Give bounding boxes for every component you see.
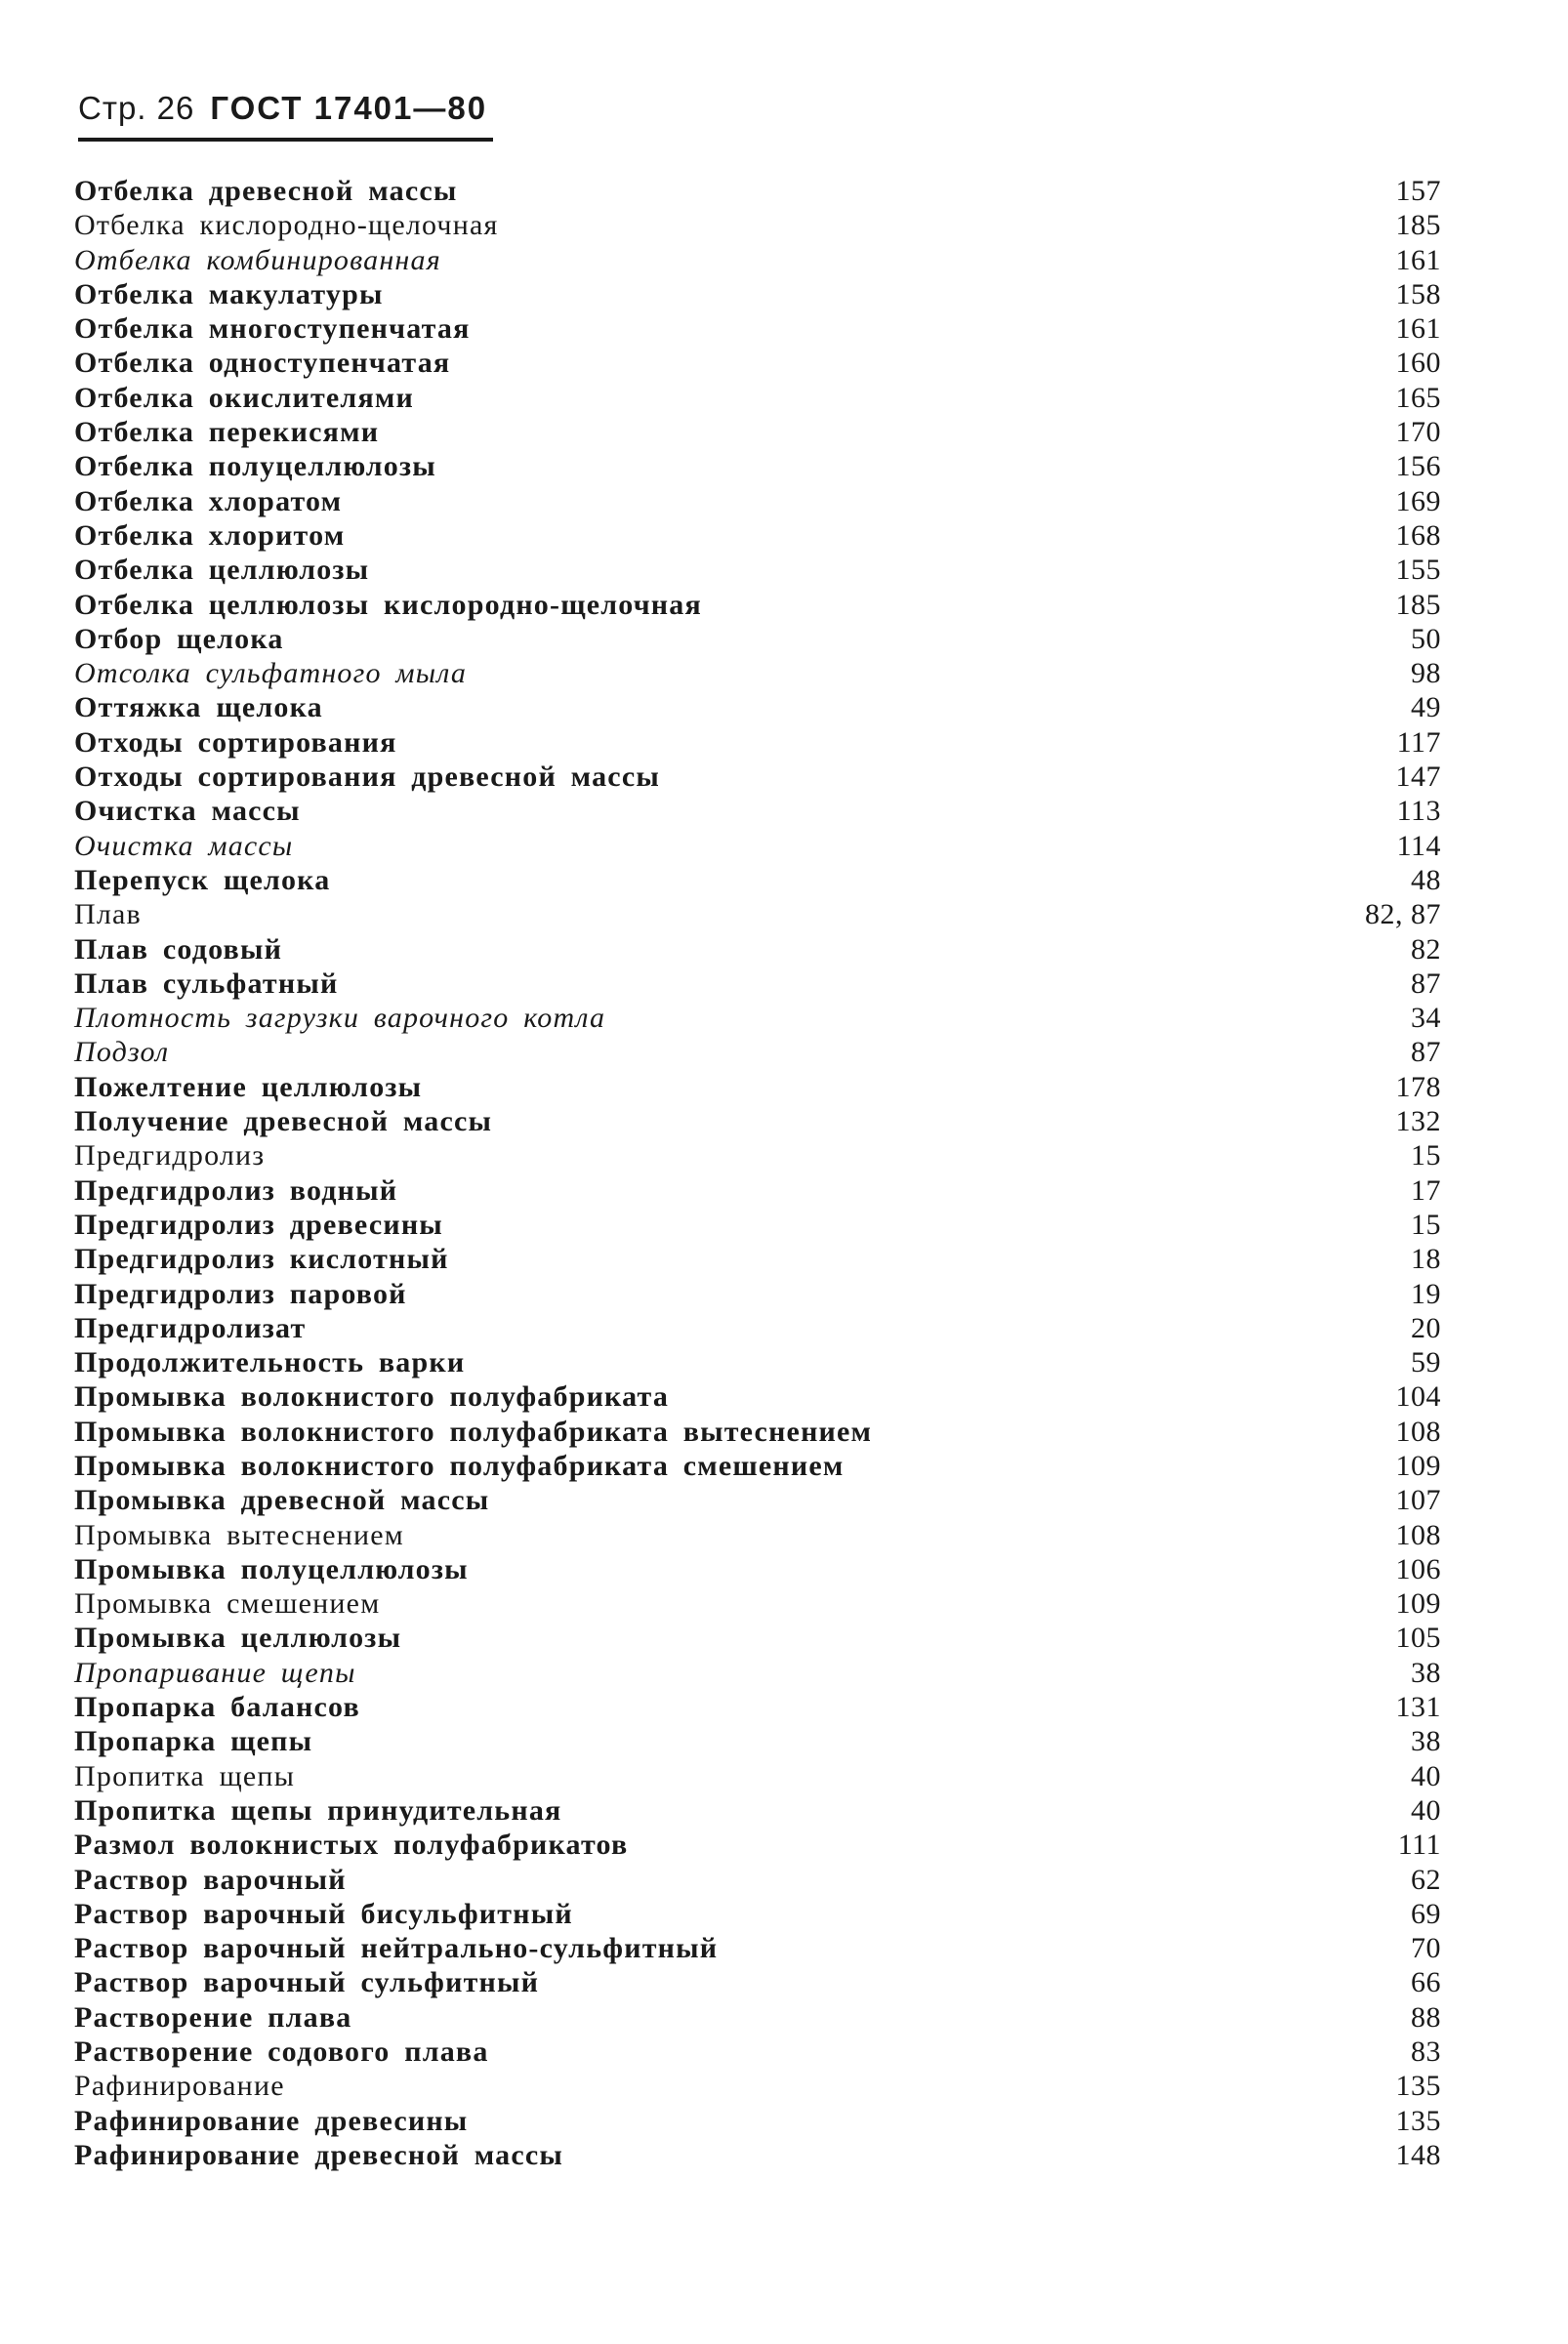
index-ref-number: 87 [1411, 966, 1441, 1000]
index-term: Отбор щелока [74, 622, 284, 655]
index-term: Отбелка одноступенчатая [74, 347, 451, 380]
index-entry [74, 1552, 1441, 1586]
index-entry [74, 1035, 1441, 1069]
index-list [74, 174, 1441, 2172]
index-ref-number: 48 [1411, 863, 1441, 896]
index-term: Пропитка щепы [74, 1759, 296, 1792]
index-ref-number: 131 [1395, 1691, 1441, 1724]
index-ref-number: 185 [1395, 209, 1441, 242]
index-entry [74, 346, 1441, 380]
index-entry [74, 622, 1441, 656]
index-term: Плав содовый [74, 932, 283, 966]
index-ref-number: 147 [1395, 761, 1441, 794]
index-term: Растворение содового плава [74, 2036, 489, 2069]
index-term: Пропаривание щепы [74, 1656, 356, 1689]
index-term: Рафинирование древесной массы [74, 2138, 563, 2171]
index-ref-number: 160 [1395, 347, 1441, 380]
index-ref-number: 104 [1395, 1380, 1441, 1414]
index-entry [74, 1379, 1441, 1414]
index-ref-number: 109 [1395, 1449, 1441, 1482]
index-ref-number: 15 [1411, 1139, 1441, 1172]
index-term: Промывка смешением [74, 1587, 381, 1621]
index-entry [74, 1173, 1441, 1208]
index-entry [74, 2069, 1441, 2103]
index-entry [74, 1001, 1441, 1035]
index-ref-number: 157 [1395, 175, 1441, 207]
index-entry [74, 1070, 1441, 1104]
index-term: Пропитка щепы принудительная [74, 1793, 562, 1827]
index-term: Размол волокнистых полуфабрикатов [74, 1829, 629, 1862]
index-ref-number: 161 [1395, 243, 1441, 276]
index-term: Предгидролиз кислотный [74, 1243, 449, 1276]
index-entry [74, 863, 1441, 897]
index-term: Промывка древесной массы [74, 1484, 490, 1517]
index-term: Раствор варочный нейтрально-сульфитный [74, 1932, 719, 1965]
index-term: Предгидролиз [74, 1139, 266, 1172]
index-ref-number: 161 [1395, 312, 1441, 346]
index-entry [74, 1208, 1441, 1242]
index-entry [74, 449, 1441, 483]
index-term: Пожелтение целлюлозы [74, 1070, 423, 1103]
index-ref-number: 20 [1411, 1311, 1441, 1344]
index-term: Отбелка хлоратом [74, 484, 343, 517]
index-ref-number: 34 [1411, 1002, 1441, 1035]
index-term: Подзол [74, 1036, 170, 1069]
index-term: Раствор варочный сульфитный [74, 1966, 540, 1999]
index-ref-number: 108 [1395, 1415, 1441, 1448]
index-term: Очистка массы [74, 795, 301, 828]
index-entry [74, 243, 1441, 277]
index-ref-number: 113 [1396, 795, 1441, 828]
index-term: Отбелка окислителями [74, 381, 414, 414]
index-entry [74, 1965, 1441, 1999]
header-rule [78, 138, 493, 142]
index-entry [74, 1415, 1441, 1449]
index-entry [74, 415, 1441, 449]
index-entry [74, 1793, 1441, 1828]
index-ref-number: 107 [1395, 1484, 1441, 1517]
index-term: Отходы сортирования [74, 725, 397, 759]
index-term: Перепуск щелока [74, 863, 331, 896]
index-ref-number: 38 [1411, 1656, 1441, 1689]
index-entry [74, 518, 1441, 553]
index-entry [74, 484, 1441, 518]
index-entry [74, 829, 1441, 863]
index-term: Раствор варочный бисульфитный [74, 1897, 573, 1930]
index-entry [74, 1690, 1441, 1724]
index-ref-number: 178 [1395, 1070, 1441, 1103]
index-term: Отбелка кислородно-щелочная [74, 209, 499, 242]
index-entry [74, 311, 1441, 346]
index-entry [74, 760, 1441, 794]
index-term: Продолжительность варки [74, 1346, 466, 1379]
index-ref-number: 169 [1395, 484, 1441, 517]
index-term: Раствор варочный [74, 1863, 347, 1896]
index-ref-number: 98 [1411, 657, 1441, 690]
index-term: Отбелка комбинированная [74, 243, 441, 276]
index-term: Очистка массы [74, 829, 294, 862]
index-ref-number: 59 [1411, 1346, 1441, 1379]
index-term: Плав [74, 898, 142, 931]
index-ref-number: 132 [1395, 1105, 1441, 1138]
index-entry [74, 2104, 1441, 2138]
index-term: Промывка волокнистого полуфабриката вытеснением [74, 1415, 873, 1448]
index-term: Оттяжка щелока [74, 691, 323, 724]
index-entry [74, 1656, 1441, 1690]
index-ref-number: 155 [1395, 554, 1441, 587]
index-term: Промывка целлюлозы [74, 1622, 402, 1655]
index-ref-number: 168 [1395, 518, 1441, 552]
index-term: Предгидролиз водный [74, 1173, 398, 1207]
index-term: Рафинирование [74, 2070, 285, 2103]
index-term: Промывка волокнистого полуфабриката смешением [74, 1449, 845, 1482]
index-ref-number: 185 [1395, 588, 1441, 621]
index-ref-number: 109 [1395, 1587, 1441, 1621]
index-entry [74, 277, 1441, 311]
index-ref-number: 108 [1395, 1518, 1441, 1551]
index-ref-number: 38 [1411, 1725, 1441, 1758]
index-ref-number: 69 [1411, 1897, 1441, 1930]
index-term: Отбелка полуцеллюлозы [74, 450, 436, 483]
index-ref-number: 19 [1411, 1277, 1441, 1310]
standard-designation: ГОСТ 17401—80 [210, 90, 488, 126]
index-ref-number: 62 [1411, 1863, 1441, 1896]
index-term: Отходы сортирования древесной массы [74, 761, 660, 794]
index-entry [74, 1277, 1441, 1311]
index-entry [74, 553, 1441, 587]
index-entry [74, 1518, 1441, 1552]
index-entry [74, 1724, 1441, 1758]
index-ref-number: 135 [1395, 2104, 1441, 2137]
index-entry [74, 1311, 1441, 1345]
index-entry [74, 1828, 1441, 1862]
index-entry [74, 1897, 1441, 1931]
index-term: Отбелка макулатуры [74, 277, 384, 310]
index-term: Пропарка щепы [74, 1725, 313, 1758]
index-term: Промывка вытеснением [74, 1518, 404, 1551]
index-entry [74, 725, 1441, 760]
index-entry [74, 1759, 1441, 1793]
index-ref-number: 106 [1395, 1552, 1441, 1585]
index-ref-number: 17 [1411, 1173, 1441, 1207]
index-term: Плав сульфатный [74, 966, 339, 1000]
index-ref-number: 70 [1411, 1932, 1441, 1965]
index-entry [74, 1242, 1441, 1276]
index-entry [74, 932, 1441, 966]
index-ref-number: 49 [1411, 691, 1441, 724]
index-entry [74, 1104, 1441, 1138]
index-term: Рафинирование древесины [74, 2104, 469, 2137]
index-term: Плотность загрузки варочного котла [74, 1002, 606, 1035]
index-ref-number: 148 [1395, 2138, 1441, 2171]
index-ref-number: 15 [1411, 1208, 1441, 1241]
index-ref-number: 88 [1411, 2000, 1441, 2034]
index-ref-number: 111 [1397, 1829, 1441, 1862]
index-entry [74, 2138, 1441, 2172]
index-ref-number: 66 [1411, 1966, 1441, 1999]
index-ref-number: 105 [1395, 1622, 1441, 1655]
index-ref-number: 87 [1411, 1036, 1441, 1069]
index-term: Отсолка сульфатного мыла [74, 657, 468, 690]
page-number: Стр. 26 [78, 90, 195, 126]
index-entry [74, 208, 1441, 242]
index-term: Отбелка перекисями [74, 416, 380, 449]
index-entry [74, 1931, 1441, 1965]
index-entry [74, 588, 1441, 622]
index-term: Промывка полуцеллюлозы [74, 1552, 469, 1585]
index-entry [74, 1483, 1441, 1517]
index-term: Предгидролизат [74, 1311, 307, 1344]
index-ref-number: 40 [1411, 1793, 1441, 1827]
index-term: Отбелка древесной массы [74, 175, 458, 207]
index-entry [74, 1586, 1441, 1621]
index-ref-number: 156 [1395, 450, 1441, 483]
index-entry [74, 966, 1441, 1001]
index-term: Получение древесной массы [74, 1105, 493, 1138]
index-ref-number: 170 [1395, 416, 1441, 449]
index-entry [74, 2000, 1441, 2035]
index-entry [74, 1345, 1441, 1379]
index-entry [74, 656, 1441, 690]
index-ref-number: 40 [1411, 1759, 1441, 1792]
index-term: Пропарка балансов [74, 1691, 360, 1724]
index-ref-number: 117 [1396, 725, 1441, 759]
index-entry [74, 690, 1441, 724]
index-term: Промывка волокнистого полуфабриката [74, 1380, 670, 1414]
index-ref-number: 18 [1411, 1243, 1441, 1276]
index-term: Отбелка целлюлозы [74, 554, 370, 587]
index-term: Предгидролиз паровой [74, 1277, 407, 1310]
index-ref-number: 50 [1411, 622, 1441, 655]
index-term: Растворение плава [74, 2000, 352, 2034]
index-ref-number: 83 [1411, 2036, 1441, 2069]
index-entry [74, 2035, 1441, 2069]
index-ref-number: 158 [1395, 277, 1441, 310]
index-term: Отбелка целлюлозы кислородно-щелочная [74, 588, 702, 621]
index-entry [74, 1449, 1441, 1483]
index-entry [74, 897, 1441, 931]
index-term: Отбелка хлоритом [74, 518, 346, 552]
index-entry [74, 1621, 1441, 1655]
index-ref-number: 165 [1395, 381, 1441, 414]
index-term: Предгидролиз древесины [74, 1208, 443, 1241]
index-entry [74, 174, 1441, 208]
page-header [78, 90, 487, 137]
index-entry [74, 381, 1441, 415]
index-entry [74, 1863, 1441, 1897]
index-entry [74, 1138, 1441, 1172]
index-ref-number: 82 [1411, 932, 1441, 966]
index-ref-number: 82, 87 [1365, 898, 1441, 931]
index-entry [74, 794, 1441, 828]
index-term: Отбелка многоступенчатая [74, 312, 471, 346]
index-ref-number: 135 [1395, 2070, 1441, 2103]
index-ref-number: 114 [1396, 829, 1441, 862]
